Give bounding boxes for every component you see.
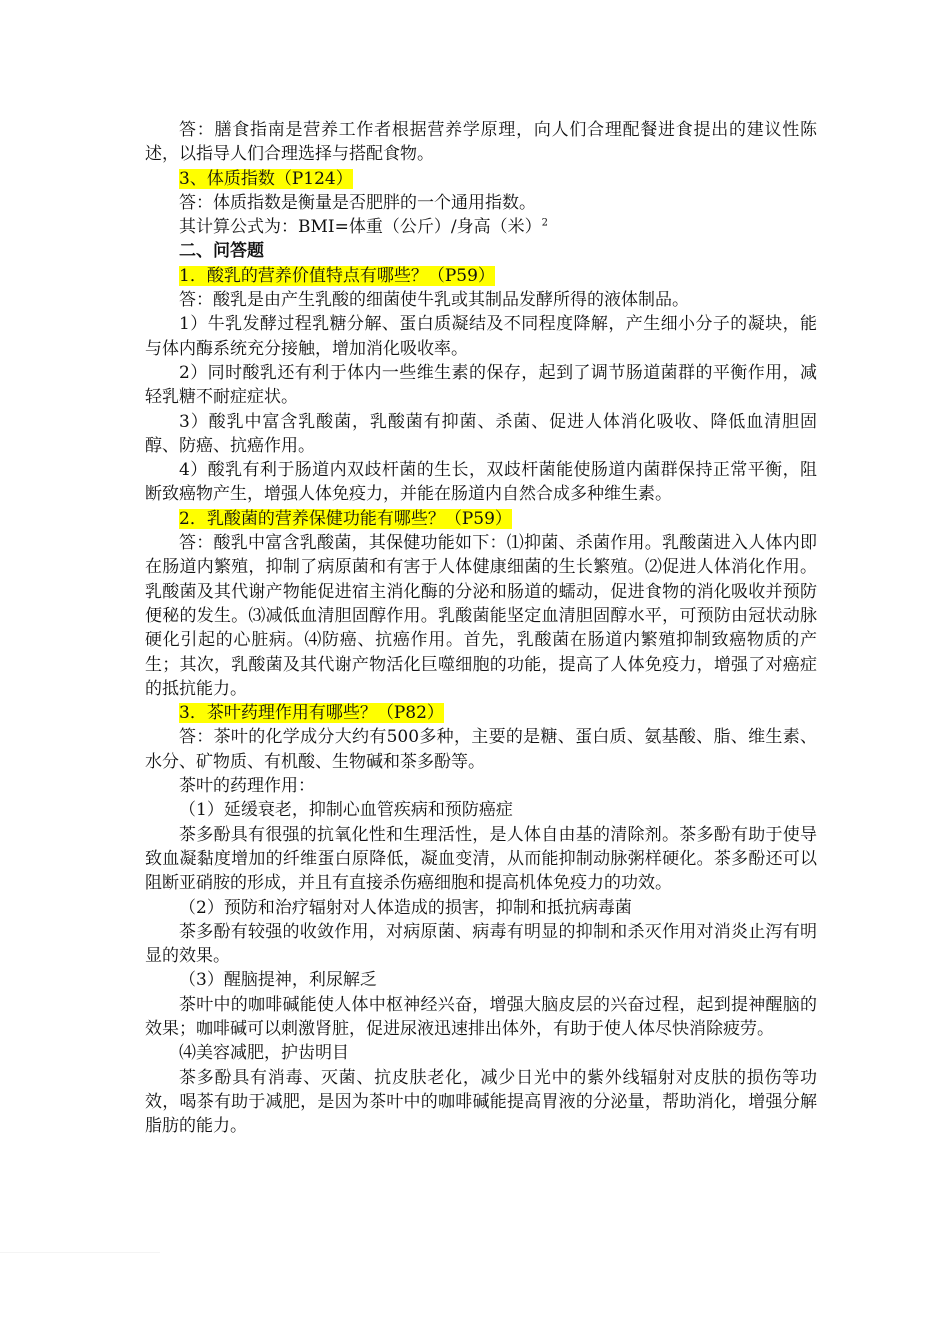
subheading: （2）预防和治疗辐射对人体造成的损害，抑制和抵抗病毒菌 (179, 897, 632, 918)
question-heading (145, 167, 817, 191)
answer-paragraph: 答：体质指数是衡量是否肥胖的一个通用指数。 (179, 192, 536, 213)
answer-paragraph: 1）牛乳发酵过程乳糖分解、蛋白质凝结及不同程度降解，产生细小分子的凝块，能与体内酶系统充分接触，增加消化吸收率。 (145, 314, 817, 359)
document-body (145, 118, 817, 1138)
question-heading (145, 264, 817, 288)
highlighted-question: 3、体质指数（P124） (179, 168, 353, 189)
subheading: （3）醒脑提神，利尿解乏 (179, 970, 377, 991)
answer-paragraph: 3）酸乳中富含乳酸菌，乳酸菌有抑菌、杀菌、促进人体消化吸收、降低血清胆固醇、防癌、抗癌作用。 (145, 411, 817, 456)
highlighted-question: 2．乳酸菌的营养保健功能有哪些？（P59） (179, 508, 512, 529)
subheading: （1）延缓衰老，抑制心血管疾病和预防癌症 (179, 800, 513, 821)
formula-line (145, 215, 817, 239)
answer-paragraph: 2）同时酸乳还有利于体内一些维生素的保存，起到了调节肠道菌群的平衡作用，减轻乳糖不耐症症状。 (145, 362, 817, 408)
answer-paragraph: 茶叶的药理作用： (179, 776, 315, 797)
answer-paragraph: 茶多酚具有消毒、灭菌、抗皮肤老化，减少日光中的紫外线辐射对皮肤的损伤等功效，喝茶有助于减肥，是因为茶叶中的咖啡碱能提高胃液的分泌量，帮助消化，增强分解脂肪的能力。 (145, 1067, 817, 1137)
answer-paragraph: 茶叶中的咖啡碱能使人体中枢神经兴奋，增强大脑皮层的兴奋过程，起到提神醒脑的效果；咖啡碱可以刺激肾脏，促进尿液迅速排出体外，有助于使人体尽快消除疲劳。 (145, 994, 817, 1039)
subheading: ⑷美容减肥，护齿明目 (179, 1043, 349, 1064)
footer-divider (0, 1252, 160, 1253)
formula-text: 其计算公式为：BMI=体重（公斤）/身高（米） (179, 217, 542, 238)
question-heading (145, 507, 817, 531)
highlighted-question: 1．酸乳的营养价值特点有哪些？（P59） (179, 265, 495, 286)
answer-paragraph: 答：酸乳是由产生乳酸的细菌使牛乳或其制品发酵所得的液体制品。 (179, 290, 689, 311)
highlighted-question: 3．茶叶药理作用有哪些？（P82） (179, 703, 444, 724)
question-heading (145, 701, 817, 725)
answer-paragraph: 答：茶叶的化学成分大约有500多种，主要的是糖、蛋白质、氨基酸、脂、维生素、水分、矿物质、有机酸、生物碱和茶多酚等。 (145, 727, 817, 772)
answer-paragraph: 茶多酚有较强的收敛作用，对病原菌、病毒有明显的抑制和杀灭作用对消炎止泻有明显的效果。 (145, 921, 817, 967)
answer-paragraph: 答：酸乳中富含乳酸菌，其保健功能如下：⑴抑菌、杀菌作用。乳酸菌进入人体内即在肠道内繁殖，抑制了病原菌和有害于人体健康细菌的生长繁殖。⑵促进人体消化作用。乳酸菌及其代谢产物能促进宿主消化酶的分泌和肠道的蠕动，促进食物的消化吸收并预防便秘的发生。⑶减低血清胆固醇作用。乳酸菌能坚定血清胆固醇水平，可预防由冠状动脉硬化引起的心脏病。⑷防癌、抗癌作用。首先，乳酸菌在肠道内繁殖抑制致癌物质的产生；其次，乳酸菌及其代谢产物活化巨噬细胞的功能，提高了人体免疫力，增强了对癌症的抵抗能力。 (145, 533, 817, 699)
section-heading: 二、问答题 (179, 241, 264, 262)
answer-paragraph: 4）酸乳有利于肠道内双歧杆菌的生长，双歧杆菌能使肠道内菌群保持正常平衡，阻断致癌物产生，增强人体免疫力，并能在肠道内自然合成多种维生素。 (145, 460, 817, 505)
answer-paragraph: 茶多酚具有很强的抗氧化性和生理活性，是人体自由基的清除剂。茶多酚有助于使导致血凝黏度增加的纤维蛋白原降低，凝血变清，从而能抑制动脉粥样硬化。茶多酚还可以阻断亚硝胺的形成，并且有直接杀伤癌细胞和提高机体免疫力的功效。 (145, 824, 817, 894)
formula-superscript: 2 (541, 217, 548, 229)
answer-paragraph: 答：膳食指南是营养工作者根据营养学原理，向人们合理配餐进食提出的建议性陈述，以指导人们合理选择与搭配食物。 (145, 120, 817, 165)
